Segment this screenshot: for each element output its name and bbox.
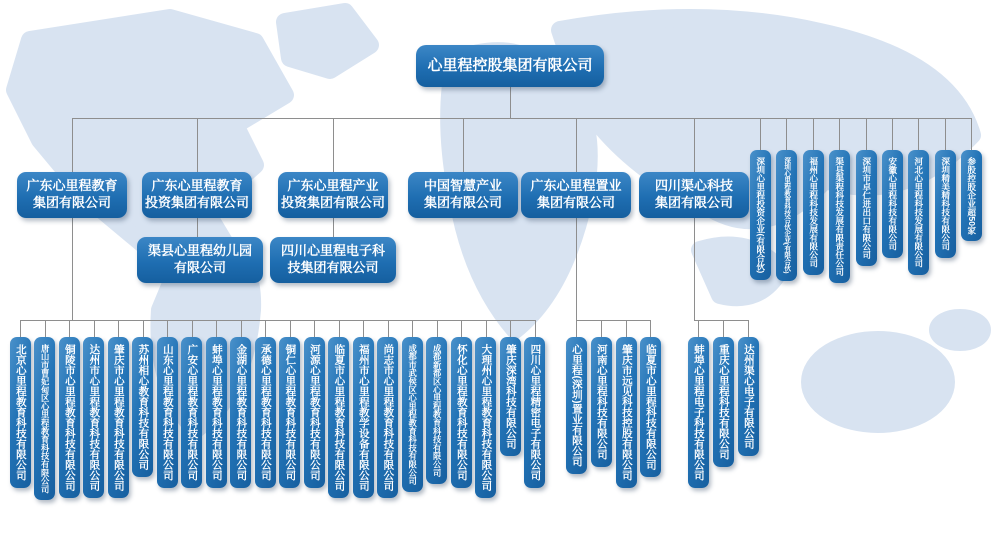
org-node: 参股控股企业超50家 [961, 150, 982, 241]
connector-line [510, 320, 511, 337]
connector-line [197, 118, 198, 172]
connector-line [412, 320, 413, 337]
connector-line [576, 218, 577, 320]
org-node: 蚌埠心里程教育科技有限公司 [206, 337, 227, 488]
node-label: 集团有限公司 [423, 195, 502, 210]
connector-line [118, 320, 119, 337]
connector-line [866, 118, 867, 150]
connector-line [626, 320, 627, 337]
org-node: 广安心里程教育科技有限公司 [181, 337, 202, 488]
connector-line [723, 320, 724, 337]
org-node: 金湖心里程教育科技有限公司 [230, 337, 251, 488]
node-label: 四川心里程电子科 [280, 243, 385, 259]
connector-line [535, 320, 536, 337]
org-node: 成都新都区心里程教育科技有限公司 [426, 337, 447, 484]
connector-line [333, 118, 334, 172]
connector-line [486, 320, 487, 337]
connector-line [143, 320, 144, 337]
connector-line [388, 320, 389, 337]
connector-line [290, 320, 291, 337]
connector-line [650, 320, 651, 337]
node-label: 集团有限公司 [536, 195, 615, 210]
node-education-group [17, 172, 127, 218]
org-node: 心里程(深圳)置业有限公司 [566, 337, 587, 474]
connector-line [265, 320, 266, 337]
connector-line [698, 320, 699, 337]
connector-line [94, 320, 95, 337]
connector-line [510, 87, 511, 118]
node-label: 广东心里程教育 [151, 178, 243, 194]
connector-line [760, 118, 761, 150]
org-node: 铜陵市心里程教育科技有限公司 [59, 337, 80, 498]
connector-line [945, 118, 946, 150]
connector-line [694, 218, 695, 320]
node-label: 有限公司 [173, 260, 226, 275]
connector-line [167, 320, 168, 337]
node-label: 集团有限公司 [654, 195, 733, 210]
connector-line [216, 320, 217, 337]
connector-line [72, 118, 971, 119]
connector-line [694, 118, 695, 172]
connector-line [333, 218, 334, 237]
org-node: 福州市心里程教学设备有限公司 [353, 337, 374, 498]
connector-line [363, 320, 364, 337]
org-node: 北京心里程教育科技有限公司 [10, 337, 31, 488]
connector-line [192, 320, 193, 337]
org-node: 河南心里程科技有限公司 [591, 337, 612, 467]
node-sichuan-electronics-group [270, 237, 396, 283]
org-node: 重庆心里程科技有限公司 [713, 337, 734, 467]
connector-line [694, 320, 748, 321]
org-node: 福州心里程科技发展有限公司 [803, 150, 824, 275]
connector-line [314, 320, 315, 337]
org-node: 怀化心里程教育科技有限公司 [451, 337, 472, 488]
node-quxin-tech-group [639, 172, 749, 218]
org-node: 安徽心里程科技有限公司 [882, 150, 903, 258]
org-node: 深圳心里程投资企业(有限合伙) [750, 150, 771, 280]
org-node: 肇庆市心里程教育科技有限公司 [108, 337, 129, 498]
connector-line [20, 320, 21, 337]
connector-line [339, 320, 340, 337]
node-label: 投资集团有限公司 [280, 195, 385, 210]
connector-line [576, 320, 577, 337]
connector-line [839, 118, 840, 150]
org-node: 临夏市心里程科技有限公司 [640, 337, 661, 477]
node-label: 集团有限公司 [32, 195, 111, 210]
connector-line [45, 320, 46, 337]
connector-line [72, 218, 73, 320]
node-label: 广东心里程教育 [26, 178, 118, 194]
org-node: 渠县渠程科技发展有限责任公司 [829, 150, 850, 283]
org-node: 临夏市心里程教育科技有限公司 [328, 337, 349, 498]
org-node: 达州渠心电子有限公司 [738, 337, 759, 456]
node-label: 技集团有限公司 [287, 260, 379, 275]
connector-line [971, 118, 972, 150]
org-node: 四川心里程精密电子有限公司 [524, 337, 545, 488]
org-node: 铜仁心里程教育科技有限公司 [279, 337, 300, 488]
org-node: 大理州心里程教育科技有限公司 [475, 337, 496, 498]
connector-line [918, 118, 919, 150]
org-node: 深圳市卓仁进出口有限公司 [856, 150, 877, 266]
node-kindergarten [137, 237, 263, 283]
node-education-investment-group [142, 172, 252, 218]
org-node: 山东心里程教育科技有限公司 [157, 337, 178, 488]
node-label: 心里程控股集团有限公司 [427, 57, 593, 75]
node-label: 渠县心里程幼儿园 [147, 243, 252, 259]
node-label: 广东心里程产业 [287, 178, 379, 194]
node-label: 四川渠心科技 [654, 178, 733, 194]
connector-line [786, 118, 787, 150]
org-node: 唐山市曹妃甸区心里程教育科技有限公司 [34, 337, 55, 500]
connector-line [241, 320, 242, 337]
connector-line [197, 218, 198, 237]
connector-line [20, 320, 535, 321]
org-node: 河北心里程科技发展有限公司 [908, 150, 929, 275]
org-node: 河源心里程教育科技有限公司 [304, 337, 325, 488]
connector-line [813, 118, 814, 150]
node-china-smart-industry-group [408, 172, 518, 218]
org-node: 肇庆市远见科技控股有限公司 [616, 337, 637, 488]
org-node: 成都市武侯区心里程教育科技有限公司 [402, 337, 423, 492]
connector-line [437, 320, 438, 337]
node-real-estate-group [521, 172, 631, 218]
org-node: 深圳精美精科技有限公司 [935, 150, 956, 258]
org-node: 承德心里程教育科技有限公司 [255, 337, 276, 488]
org-node: 苏州相心教育科技有限公司 [132, 337, 153, 477]
connector-line [69, 320, 70, 337]
node-root-holding-group [416, 45, 604, 87]
connector-line [748, 320, 749, 337]
connector-line [601, 320, 602, 337]
node-industry-investment-group [278, 172, 388, 218]
node-label: 广东心里程置业 [530, 178, 622, 194]
org-node: 肇庆深湾科技有限公司 [500, 337, 521, 456]
org-node: 深圳心里程教育科技合伙企业(有限合伙) [776, 150, 797, 281]
connector-line [576, 118, 577, 172]
connector-line [461, 320, 462, 337]
org-node: 达州市心里程教育科技有限公司 [83, 337, 104, 498]
connector-line [463, 118, 464, 172]
connector-line [892, 118, 893, 150]
connector-line [72, 118, 73, 172]
node-label: 中国智慧产业 [423, 178, 502, 194]
org-node: 蚌埠心里程电子科技有限公司 [688, 337, 709, 488]
node-label: 投资集团有限公司 [144, 195, 249, 210]
connector-line [576, 320, 650, 321]
org-node: 尚志市心里程教育科技有限公司 [377, 337, 398, 498]
